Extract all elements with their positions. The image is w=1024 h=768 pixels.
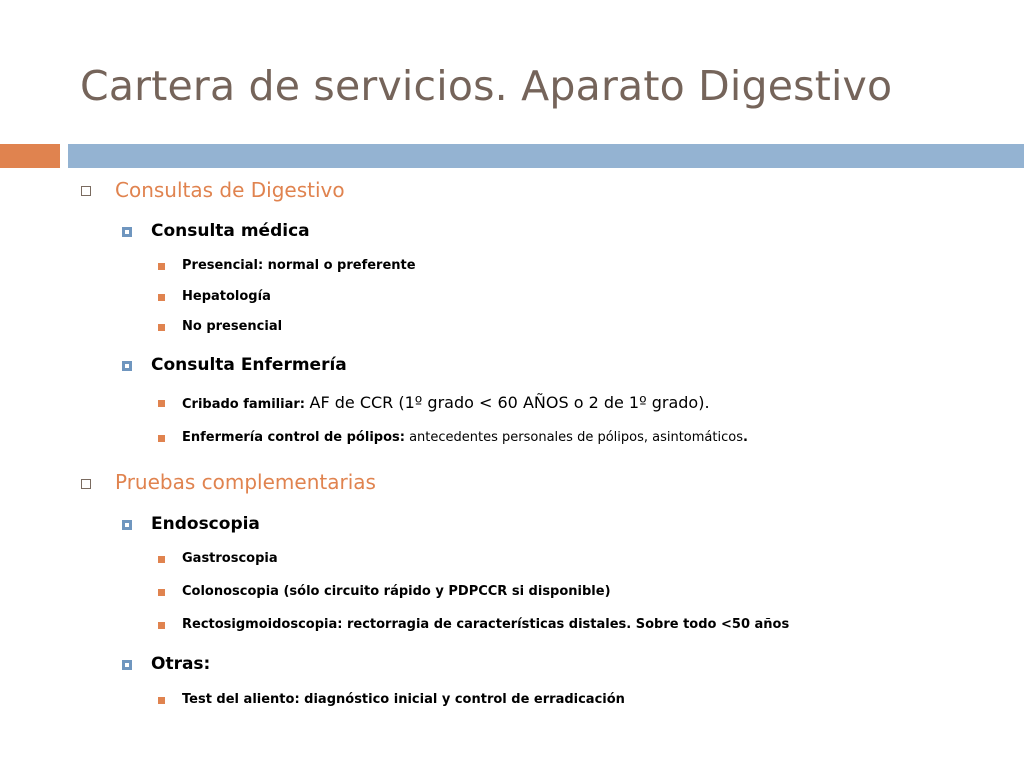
square-bullet-icon xyxy=(158,589,165,596)
square-bullet-icon xyxy=(158,556,165,563)
square-bullet-icon xyxy=(158,263,165,270)
slide-title: Cartera de servicios. Aparato Digestivo xyxy=(80,62,893,110)
accent-bar-orange xyxy=(0,144,60,168)
square-bullet-icon xyxy=(122,227,132,237)
group-label-endoscopia: Endoscopia xyxy=(151,514,260,534)
square-bullet-icon xyxy=(158,324,165,331)
square-bullet-icon xyxy=(158,435,165,442)
section-heading-pruebas: Pruebas complementarias xyxy=(115,470,376,494)
square-bullet-icon xyxy=(158,294,165,301)
list-item: Colonoscopia (sólo circuito rápido y PDPCCR si disponible) xyxy=(182,584,611,599)
square-bullet-icon xyxy=(81,479,91,489)
list-item: Rectosigmoidoscopia: rectorragia de características distales. Sobre todo <50 años xyxy=(182,617,790,632)
group-label-otras: Otras: xyxy=(151,654,211,674)
list-item: Presencial: normal o preferente xyxy=(182,258,416,273)
item-bold-part: Enfermería control de pólipos: xyxy=(182,430,405,445)
section-heading-consultas: Consultas de Digestivo xyxy=(115,178,345,202)
list-item: Hepatología xyxy=(182,289,271,304)
item-detail: antecedentes personales de pólipos, asintomáticos xyxy=(404,430,743,445)
square-bullet-icon xyxy=(81,186,91,196)
list-item: Test del aliento: diagnóstico inicial y control de erradicación xyxy=(182,692,625,707)
square-bullet-icon xyxy=(158,400,165,407)
list-item xyxy=(182,430,748,445)
item-detail: AF de CCR (1º grado < 60 AÑOS o 2 de 1º grado). xyxy=(309,393,710,412)
list-item: No presencial xyxy=(182,319,283,334)
list-item: Gastroscopia xyxy=(182,551,278,566)
group-label-consulta-enfermeria: Consulta Enfermería xyxy=(151,355,347,375)
group-label-consulta-medica: Consulta médica xyxy=(151,221,310,241)
item-bold-part: Cribado familiar: xyxy=(182,397,305,412)
accent-bar-blue xyxy=(68,144,1024,168)
square-bullet-icon xyxy=(158,622,165,629)
item-end: . xyxy=(742,430,748,445)
list-item xyxy=(182,393,710,412)
square-bullet-icon xyxy=(122,361,132,371)
square-bullet-icon xyxy=(122,520,132,530)
square-bullet-icon xyxy=(122,660,132,670)
square-bullet-icon xyxy=(158,697,165,704)
